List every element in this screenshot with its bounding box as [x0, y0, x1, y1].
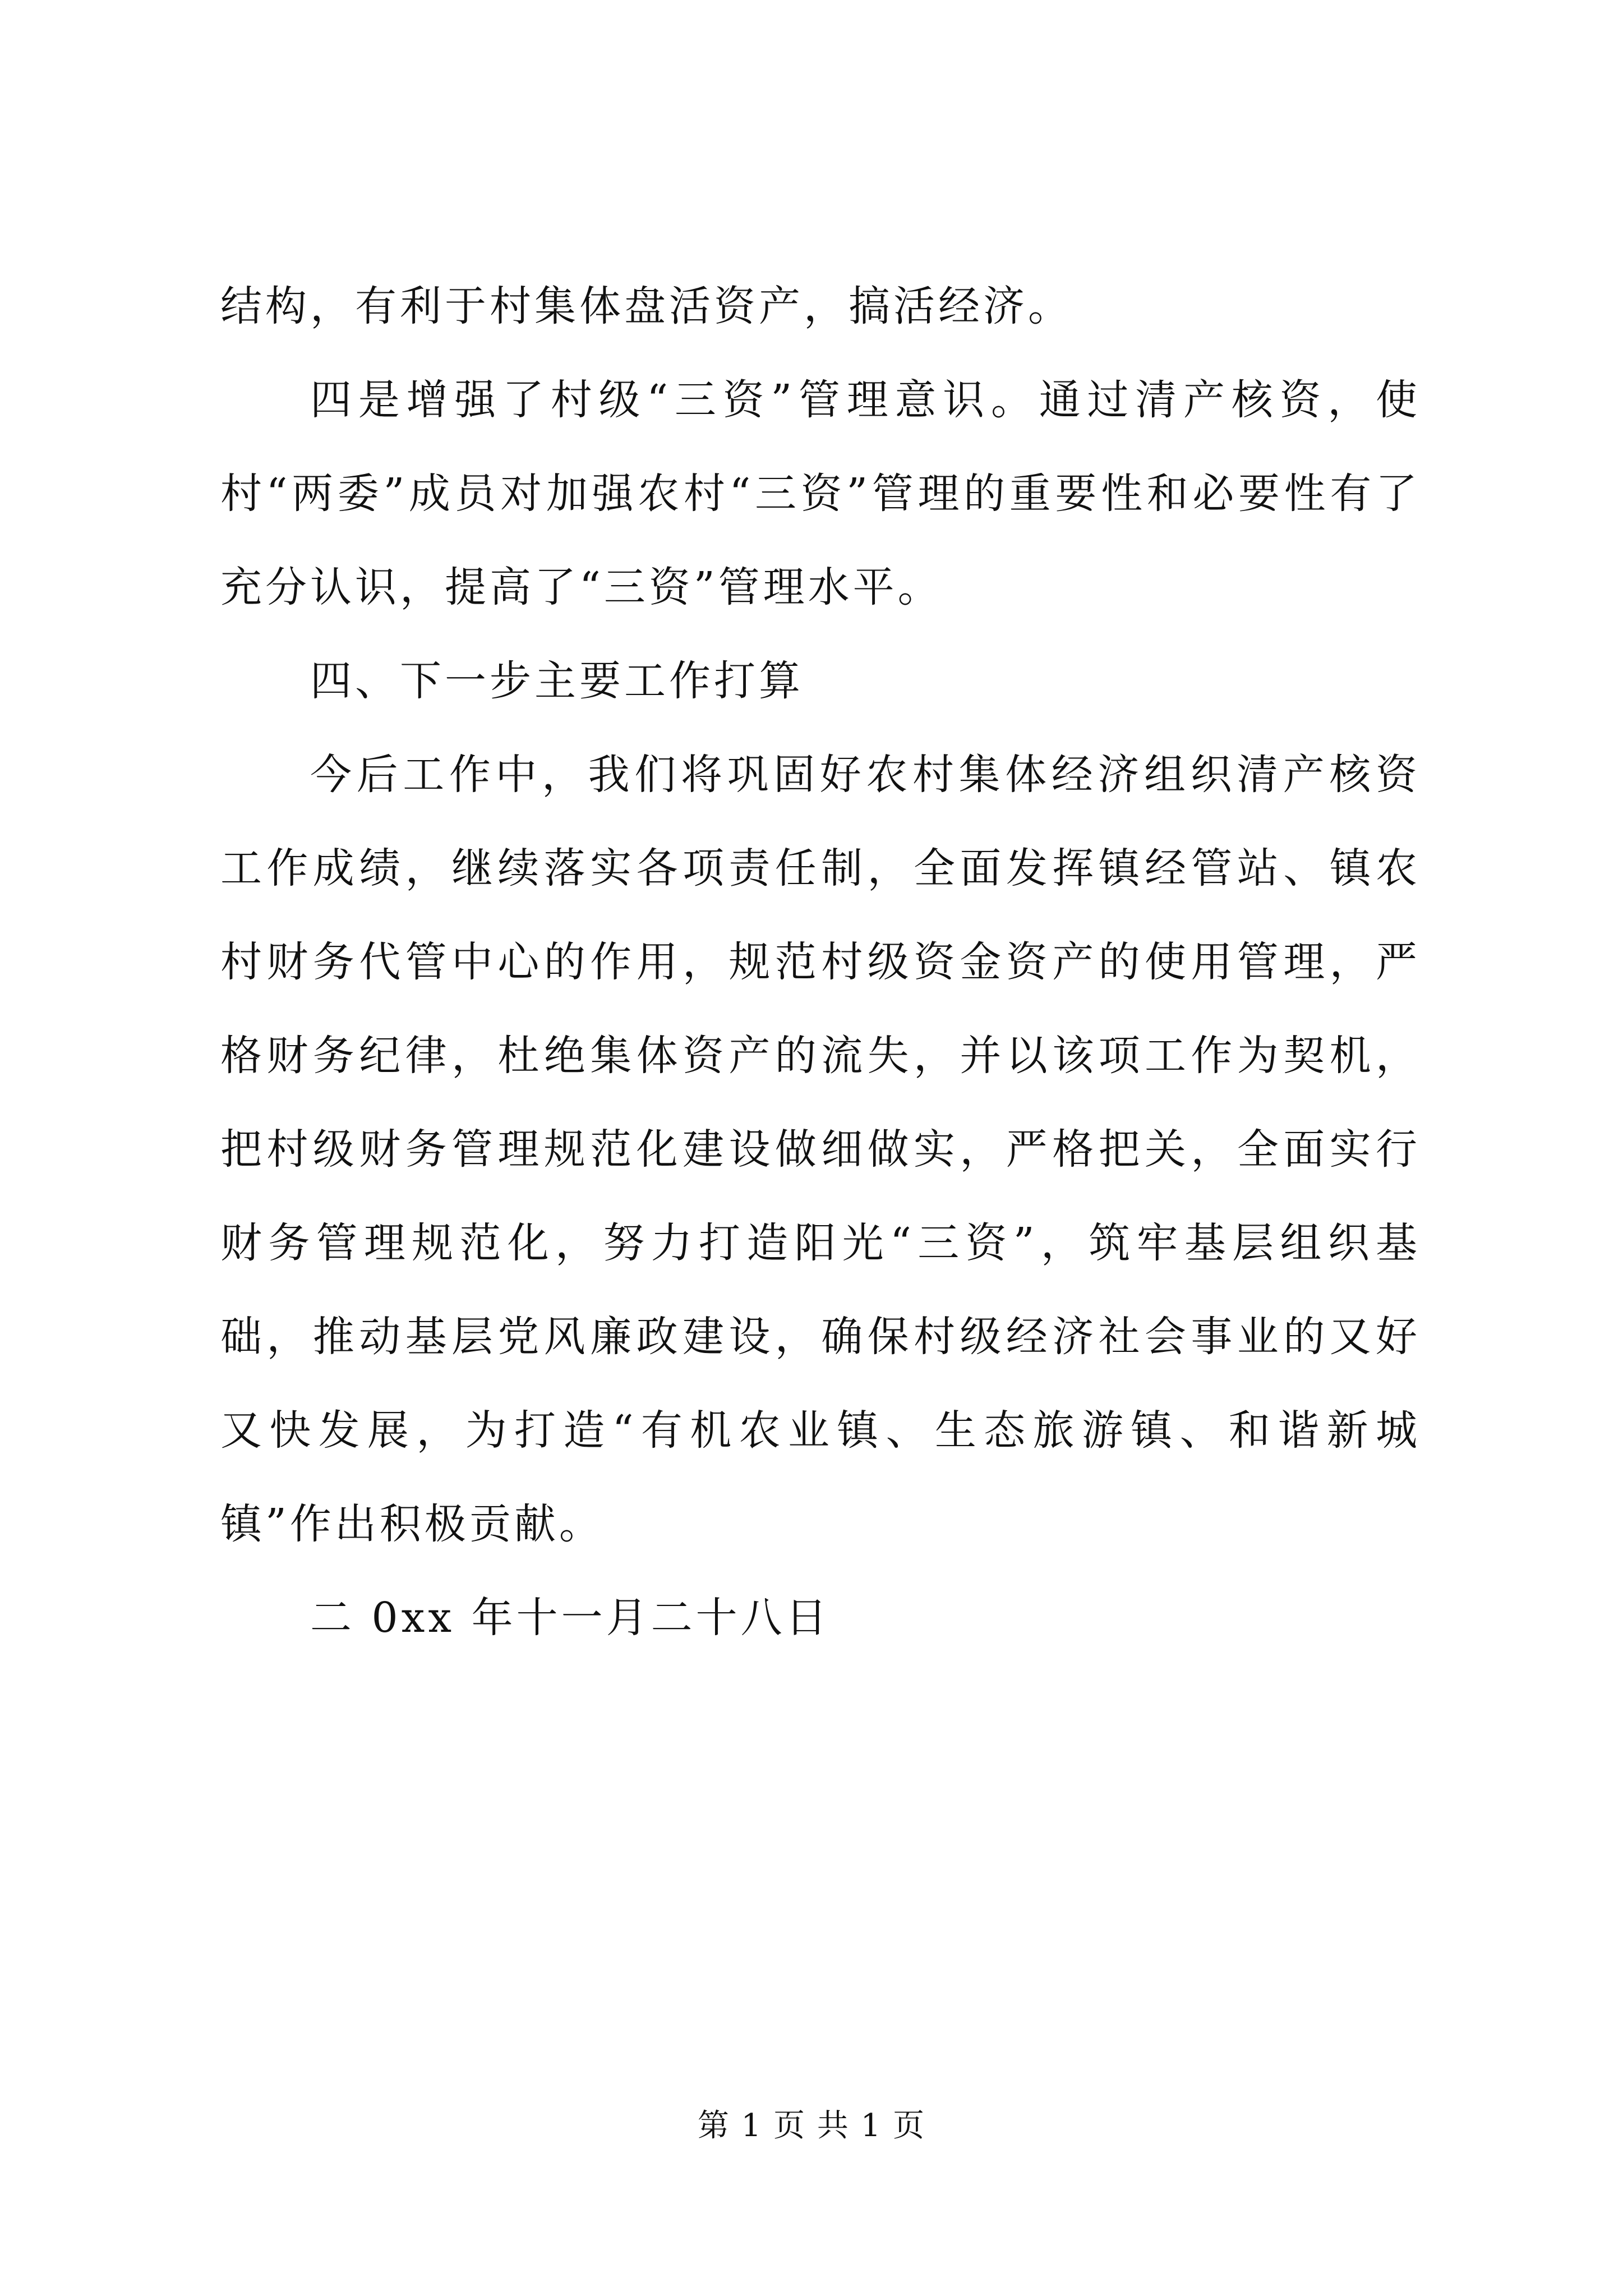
document-date: 二 0xx 年十一月二十八日: [310, 1594, 831, 1642]
paragraph-continuation: 结构，有利于村集体盘活资产，搞活经济。: [220, 282, 1073, 330]
page-footer: [0, 2101, 1623, 2146]
paragraph-awareness: 四是增强了村级“三资”管理意识。通过清产核资，使村“两委”成员对加强农村“三资”管理的重要性和必要性有了充分认识，提高了“三资”管理水平。: [220, 376, 1421, 611]
paragraph-plan: 今后工作中，我们将巩固好农村集体经济组织清产核资工作成绩，继续落实各项责任制，全面发挥镇经管站、镇农村财务代管中心的作用，规范村级资金资产的使用管理，严格财务纪律，杜绝集体资产的流失，并以该项工作为契机，把村级财务管理规范化建设做细做实，严格把关，全面实行财务管理规范化，努力打造阳光“三资”，筑牢基层组织基础，推动基层党风廉政建设，确保村级经济社会事业的又好又快发展，为打造“有机农业镇、生态旅游镇、和谐新城镇”作出积极贡献。: [220, 751, 1421, 1548]
page-number-label: 第 1 页 共 1 页: [697, 2108, 926, 2144]
section-heading: 四、下一步主要工作打算: [310, 657, 804, 705]
document-body: [220, 260, 1421, 1665]
